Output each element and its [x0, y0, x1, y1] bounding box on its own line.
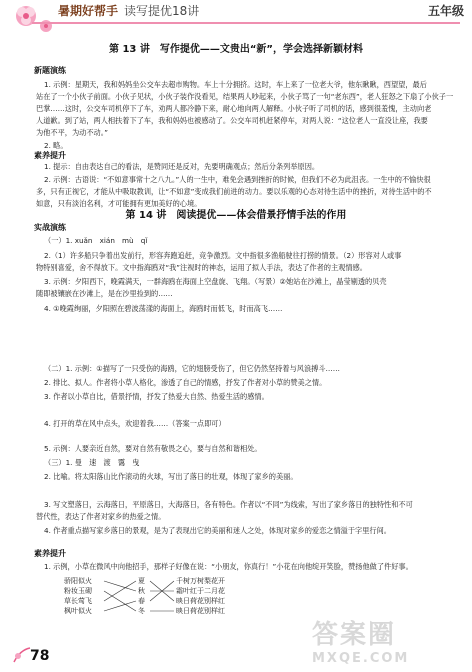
answer-line: 1. 示例，小草在微风中向他招手，那样子好像在说：“小朋友，你真行！”小花在向他绽开笑脸，赞扬他做了件好事。 — [44, 562, 413, 571]
watermark-title: 答案圈 — [312, 620, 397, 650]
match-left-item: 粉妆玉砌 — [64, 587, 92, 595]
answer-line: 1. 提示：自由表达自己的看法，是赞同还是反对，先要明确观点；然后分条列举原因。 — [44, 162, 320, 171]
match-right-item: 霜叶红于二月花 — [176, 587, 225, 595]
answer-line: 3. 示例：夕阳西下，晚霞满天，一群海鸥在海面上空盘旋、飞翔。（写景）②她站在沙滩上，晶莹剔透的贝壳 — [44, 277, 387, 286]
section-literacy-upgrade-2: 素养提升 — [34, 549, 66, 558]
match-season-item: 秋 — [138, 587, 145, 595]
answer-line: （三）1. 曼 速 渡 霭 曳 — [44, 458, 140, 467]
answer-line: 3. 写文塑落日，云海落日，平原落日，大海落日，各有特色。作者以“不同”为线索，写出了家乡落日的独特性和不可 — [44, 500, 413, 509]
watermark-domain: MXQE.COM — [312, 651, 410, 666]
section-practice: 实战演练 — [34, 223, 66, 232]
answer-line: 替代性，表达了作者对家乡的热爱之情。 — [36, 512, 166, 521]
match-season-item: 春 — [138, 597, 145, 605]
watermark — [312, 614, 462, 666]
match-left-item: 骄阳似火 — [64, 577, 92, 585]
page-number: 78 — [30, 648, 50, 664]
brand-title: 暑期好帮手 — [58, 4, 119, 18]
answer-line: 站在了一个小伙子前面。小伙子见状，小伙子装作没看见，结果两人吵起来，小伙子骂了一句“老东西”，老人狂怒之下扇了小伙子一 — [36, 92, 454, 101]
lesson-14-title: 第 14 讲 阅读提优——体会借景抒情手法的作用 — [125, 210, 347, 221]
answer-line: 随即被镶嵌在沙滩上，是在沙里捡到的…… — [36, 289, 173, 298]
answer-line: 2. 略。 — [44, 141, 68, 150]
section-literacy-upgrade: 素养提升 — [34, 151, 66, 160]
answer-line: 3. 作者以小草自比，借景抒情，抒发了热爱大自然、热爱生活的感情。 — [44, 392, 269, 401]
answer-line: （二）1. 示例：①描写了一只受伤的海鸥，它的翅膀受伤了，但它仍然坚持着与风浪搏斗…… — [44, 364, 340, 373]
match-left-item: 枫叶似火 — [64, 607, 92, 615]
match-right-item: 映日荷花别样红 — [176, 597, 225, 605]
match-left-column — [64, 576, 104, 616]
answer-line: 如意，只有淡泊名利，才可能拥有更加美好的心境。 — [36, 199, 202, 208]
match-lines — [100, 576, 180, 618]
match-season-item: 夏 — [138, 577, 145, 585]
match-season-item: 冬 — [138, 607, 145, 615]
answer-line: 1. 示例：星期天，我和妈妈坐公交车去超市购物。车上十分拥挤。这时，车上来了一位老大爷，他东瞅瞅，西望望，最后 — [44, 80, 427, 89]
match-left-item: 草长莺飞 — [64, 597, 92, 605]
answer-line: （一）1. xuǎn xián mù qǐ — [44, 236, 148, 245]
answer-line: 2. 示例：古语说：“不如意事常十之八九。”人的一生中，难免会遇到挫折的时候，但我们不必为此沮丧。一生中的不愉快很 — [44, 175, 431, 184]
answer-line: 人道歉。到了站，两人相扶着下了车，我和妈妈也被感动了。公交车司机赶紧停车，对两人说：“这位老人一直没让座，我要 — [36, 116, 428, 125]
grade-label: 五年级 — [427, 4, 464, 18]
header-divider — [32, 22, 460, 24]
answer-line: 4. 打开的草在风中点头，欢迎着我……（答案一点即可） — [44, 419, 226, 428]
match-right-item: 映日荷花别样红 — [176, 607, 225, 615]
answer-line: 巴掌……这时，公交车司机停下了车，劝两人都冷静下来，耐心地向两人解释。小伙子听了司机的话，感到很羞愧，主动向老 — [36, 104, 432, 113]
book-subtitle: 读写提优18讲 — [124, 4, 200, 18]
flower-decoration-icon — [10, 2, 58, 38]
answer-line: 4. 作者重点描写家乡落日的景观，是为了表现出它的美丽和迷人之处，体现对家乡的爱恋之情溢于字里行间。 — [44, 526, 391, 535]
answer-line: 2. 排比、拟人。作者将小草人格化，渗透了自己的情感，抒发了作者对小草的赞美之情。 — [44, 378, 327, 387]
match-right-column — [176, 576, 266, 616]
answer-line: 4. ①晚霞绚丽，夕阳照在碧波荡漾的海面上，海鸥时而低飞，时而高飞…… — [44, 304, 283, 313]
answer-line: 5. 示例：人要亲近自然，要对自然有敬畏之心，要与自然和谐相处。 — [44, 444, 262, 453]
lesson-13-title: 第 13 讲 写作提优——文贵出“新”，学会选择新颖材料 — [108, 44, 364, 55]
answer-line: 物特别喜爱，舍不得放下。文中指海鸥对“我”注视时的神态，运用了拟人手法，表达了作者的主观情感。 — [36, 263, 367, 272]
section-new-practice: 新题演练 — [34, 66, 66, 75]
page-header — [0, 0, 472, 26]
answer-line: 为他不平，为动不动。” — [36, 128, 108, 137]
answer-line: 2.（1）许多船只争着出发前行，形容奔跑追赶，竞争激烈。文中指很多渔船驶往打捞的情景。（2）形容对人或事 — [44, 251, 402, 260]
answer-line: 2. 比喻。将太阳落山比作滚动的火球，写出了落日的壮观，体现了家乡的美丽。 — [44, 472, 298, 481]
match-right-item: 千树万树梨花开 — [176, 577, 225, 585]
answer-line: 多，只有正视它，才能从中吸取教训，让“不如意”变成我们前进的动力。要以乐观的心态对待生活中的挫折，对待生活中的不 — [36, 187, 432, 196]
